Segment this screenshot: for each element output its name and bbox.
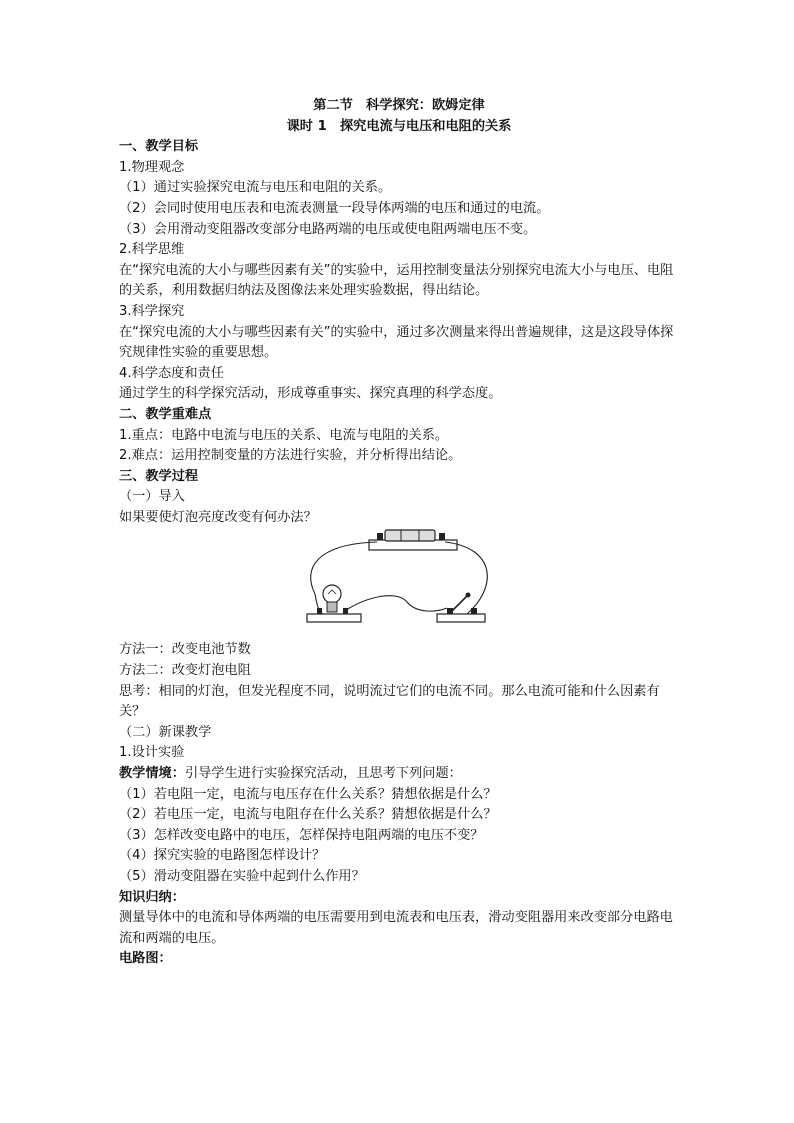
paragraph-scientific-inquiry: 在“探究电流的大小与哪些因素有关”的实验中，通过多次测量来得出普遍规律，这是这段导体探究规律性实验的重要思想。 <box>119 324 674 361</box>
switch-icon <box>437 593 485 623</box>
circuit-figure <box>119 528 679 640</box>
question-1: （1）若电阻一定，电流与电压存在什么关系？猜想依据是什么？ <box>119 786 497 802</box>
summary-label: 知识归纳： <box>119 889 185 905</box>
teaching-scene-label: 教学情境： <box>119 766 185 782</box>
question-5: （5）滑动变阻器在实验中起到什么作用？ <box>119 869 365 884</box>
key-point-1: 1.重点：电路中电流与电压的关系、电流与电阻的关系。 <box>119 427 449 443</box>
subheading-intro: （一）导入 <box>119 489 185 505</box>
paragraph-scientific-thinking: 在“探究电流的大小与哪些因素有关”的实验中，运用控制变量法分别探究电流大小与电压、电阻的关系，利用数据归纳法及图像法来处理实验数据，得出结论。 <box>119 262 674 299</box>
teaching-scene-text: 引导学生进行实验探究活动，且思考下列问题： <box>184 766 462 782</box>
goal-item-2: （2）会同时使用电压表和电流表测量一段导体两端的电压和通过的电流。 <box>119 200 550 216</box>
subheading-attitude: 4.科学态度和责任 <box>119 365 224 381</box>
subheading-scientific-thinking: 2.科学思维 <box>119 242 185 258</box>
battery-icon <box>369 530 457 550</box>
subheading-new-lesson: （二）新课教学 <box>119 724 212 740</box>
method-1: 方法一：改变电池节数 <box>119 642 251 658</box>
heading-goals: 一、教学目标 <box>119 139 199 155</box>
subheading-physics-concept: 1.物理观念 <box>119 159 185 175</box>
document-content <box>119 96 679 970</box>
question-2: （2）若电压一定，电流与电阻存在什么关系？猜想依据是什么？ <box>119 807 497 823</box>
diagram-label: 电路图： <box>119 951 172 967</box>
method-2: 方法二：改变灯泡电阻 <box>119 663 251 679</box>
goal-item-3: （3）会用滑动变阻器改变部分电路两端的电压或使电阻两端电压不变。 <box>119 221 537 237</box>
heading-key-points: 二、教学重难点 <box>119 406 212 422</box>
circuit-illustration <box>297 528 497 640</box>
think-paragraph: 思考：相同的灯泡，但发光程度不同，说明流过它们的电流不同。那么电流可能和什么因素有关？ <box>119 683 660 720</box>
summary-text: 测量导体中的电流和导体两端的电压需要用到电流表和电压表，滑动变阻器用来改变部分电路电流和两端的电压。 <box>119 910 673 946</box>
intro-question: 如果要使灯泡亮度改变有何办法？ <box>119 509 317 525</box>
question-3: （3）怎样改变电路中的电压，怎样保持电阻两端的电压不变？ <box>119 827 484 843</box>
goal-item-1: （1）通过实验探究电流与电压和电阻的关系。 <box>119 180 392 196</box>
subheading-scientific-inquiry: 3.科学探究 <box>119 303 185 319</box>
key-point-2: 2.难点：运用控制变量的方法进行实验，并分析得出结论。 <box>119 448 462 464</box>
heading-process: 三、教学过程 <box>119 468 199 484</box>
paragraph-attitude: 通过学生的科学探究活动，形成尊重事实、探究真理的科学态度。 <box>119 386 502 402</box>
teaching-scene <box>119 764 679 785</box>
bulb-icon <box>307 585 361 622</box>
question-4: （4）探究实验的电路图怎样设计？ <box>119 848 326 864</box>
subheading-design-experiment: 1.设计实验 <box>119 745 185 761</box>
page-title: 第二节 科学探究：欧姆定律 <box>313 98 485 113</box>
page-subtitle: 课时 1 探究电流与电压和电阻的关系 <box>286 118 512 134</box>
